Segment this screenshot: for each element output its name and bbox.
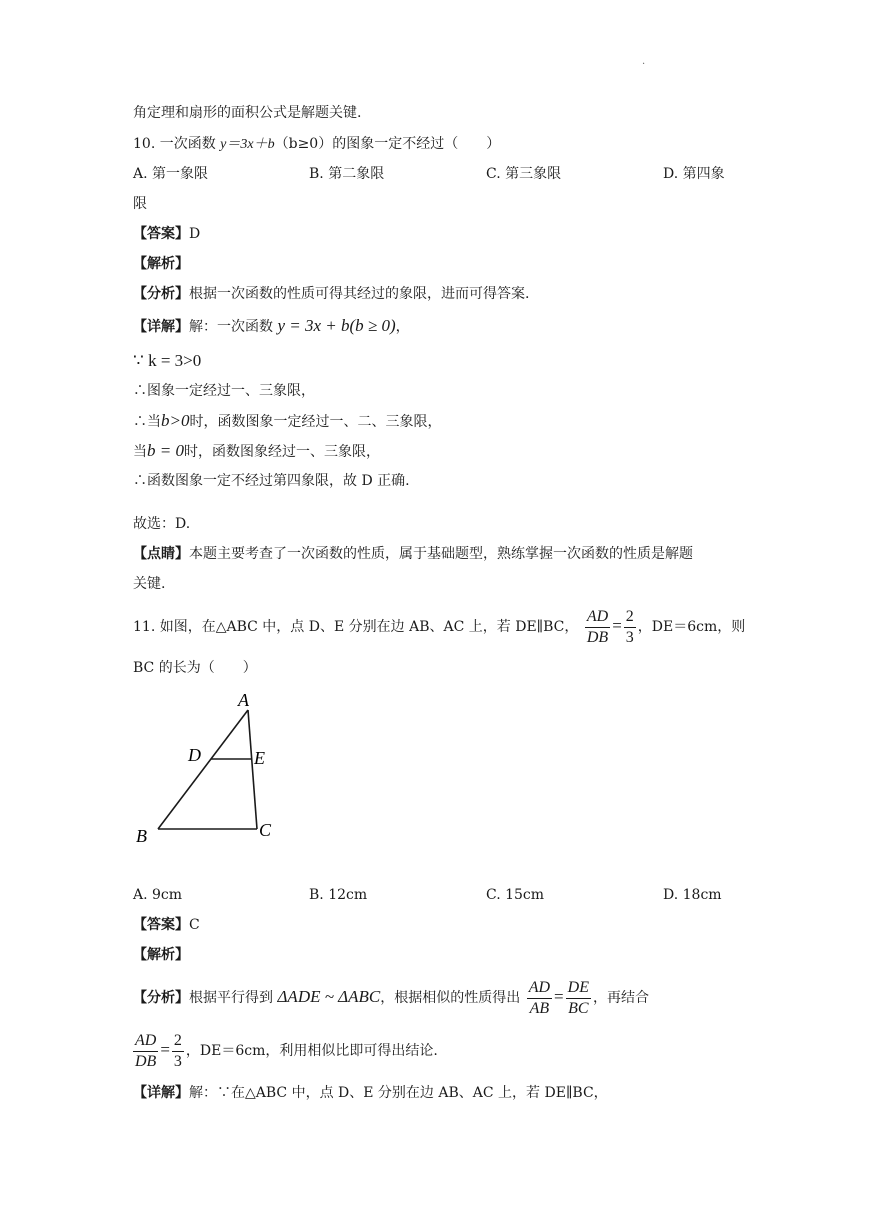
q10-option-wrap: 限 (133, 196, 147, 212)
q11-xiangjie (133, 1083, 608, 1103)
label-a: A (238, 690, 249, 710)
label-b: B (136, 826, 147, 846)
label-c: C (259, 820, 272, 840)
q11-fenxi-cont: $\frac{AD}{DB}$ = $\frac{2}{3}$ ，DE＝6cm，利用相似比即可得出结论. (135, 1031, 438, 1070)
q10-option-b: B. 第二象限 (309, 166, 385, 182)
q11-answer (133, 915, 200, 935)
q10-choose: 故选：D. (133, 516, 191, 532)
q10-number: 10. (133, 136, 156, 152)
q11-analysis-label: 【解析】 (133, 947, 189, 963)
q10-fenxi-label: 【分析】 (133, 286, 189, 302)
q11-stem-c: BC 的长为（ ） (133, 660, 257, 676)
q11-option-b: B. 12cm (309, 887, 368, 903)
q10-xiangjie-label: 【详解】 (133, 319, 189, 335)
q10-dianjing-label: 【点睛】 (133, 546, 189, 562)
q10-dianjing-text: 本题主要考查了一次函数的性质，属于基础题型，熟练掌握一次函数的性质是解题 (189, 546, 693, 562)
label-d: D (188, 745, 201, 765)
q10-step-5: ∴函数图象一定不经过第四象限，故 D 正确. (133, 473, 410, 489)
q10-answer-value: D (189, 226, 201, 242)
q10-xiangjie-eq: y = 3x + b(b ≥ 0) (277, 316, 396, 335)
q10-xiangjie-intro: 解：一次函数 (189, 319, 273, 335)
q10-stem-eq: y＝3x＋b (220, 137, 275, 152)
q10-step-1: ∵ k = 3>0 (133, 351, 202, 370)
q11-ratio-fraction: $\frac{AD}{DB}$ (586, 607, 609, 646)
q11-fraction-value: $\frac{2}{3}$ (173, 1031, 182, 1070)
q10-stem-cond: （b≥0） (274, 136, 333, 152)
q11-xiangjie-text: 解：∵在△ABC 中，点 D、E 分别在边 AB、AC 上，若 DE∥BC， (189, 1085, 608, 1101)
q10-fenxi-text: 根据一次函数的性质可得其经过的象限，进而可得答案. (189, 286, 530, 302)
q10-fenxi (133, 284, 529, 304)
q10-option-d: D. 第四象 (663, 166, 725, 182)
q10-answer-label: 【答案】 (133, 226, 189, 242)
corner-mark: . (642, 56, 646, 67)
q10-stem-b: 的图象一定不经过（ ） (332, 136, 501, 152)
q11-answer-value: C (189, 917, 200, 933)
intro-line: 角定理和扇形的面积公式是解题关键. (133, 105, 362, 121)
q11-ratio-value: $\frac{2}{3}$ (625, 607, 634, 646)
label-e: E (254, 748, 265, 768)
q10-analysis-label: 【解析】 (133, 256, 189, 272)
q10-option-a: A. 第一象限 (133, 166, 209, 182)
q10-step-3: ∴当b>0时，函数图象一定经过一、二、三象限， (133, 411, 442, 430)
q11-fraction-ad-db: $\frac{AD}{DB}$ (135, 1031, 157, 1070)
q11-fenxi: 【分析】根据平行得到 ΔADE ~ ΔABC，根据相似的性质得出 $\frac{AD}{AB}$ = $\frac{DE}{BC}$ ，再结合 (133, 978, 649, 1017)
q11-number: 11. (133, 619, 156, 635)
q11-option-d: D. 18cm (663, 887, 722, 903)
q10-step-4-eq: b = 0 (147, 441, 184, 460)
q10-xiangjie-end: ， (395, 319, 410, 335)
q11-similar: ΔADE ~ ΔABC (277, 987, 381, 1006)
q10-dianjing (133, 544, 693, 564)
segment-ac (248, 710, 257, 829)
q10-stem-a: 一次函数 (159, 136, 216, 152)
q11-stem-a: 如图，在△ABC 中，点 D、E 分别在边 AB、AC 上，若 DE∥BC， (159, 619, 579, 635)
q10-xiangjie (133, 316, 410, 337)
triangle-figure (130, 688, 290, 848)
q11-stem: 11. 如图，在△ABC 中，点 D、E 分别在边 AB、AC 上，若 DE∥BC， $\frac{AD}{DB}$ = $\frac{2}{3}$ ，DE＝6cm，则 (133, 607, 746, 646)
q11-answer-label: 【答案】 (133, 917, 189, 933)
segment-ab (158, 710, 248, 829)
q11-fraction-ad-ab: $\frac{AD}{AB}$ (528, 978, 551, 1017)
q10-step-2: ∴图象一定经过一、三象限， (133, 383, 315, 399)
q11-fenxi-label: 【分析】 (133, 990, 189, 1006)
q11-fraction-de-bc: $\frac{DE}{BC}$ (567, 978, 589, 1017)
q11-option-c: C. 15cm (486, 887, 545, 903)
q11-stem-b: ，DE＝6cm，则 (637, 619, 746, 635)
q10-answer (133, 224, 200, 244)
q11-option-a: A. 9cm (133, 887, 183, 903)
q10-step-3-eq: b>0 (161, 411, 190, 430)
q10-stem (133, 134, 500, 155)
q11-xiangjie-label: 【详解】 (133, 1085, 189, 1101)
q10-option-c: C. 第三象限 (486, 166, 562, 182)
q10-step-4: 当b = 0时，函数图象经过一、三象限， (133, 441, 380, 460)
q10-dianjing-wrap: 关键. (133, 576, 166, 592)
